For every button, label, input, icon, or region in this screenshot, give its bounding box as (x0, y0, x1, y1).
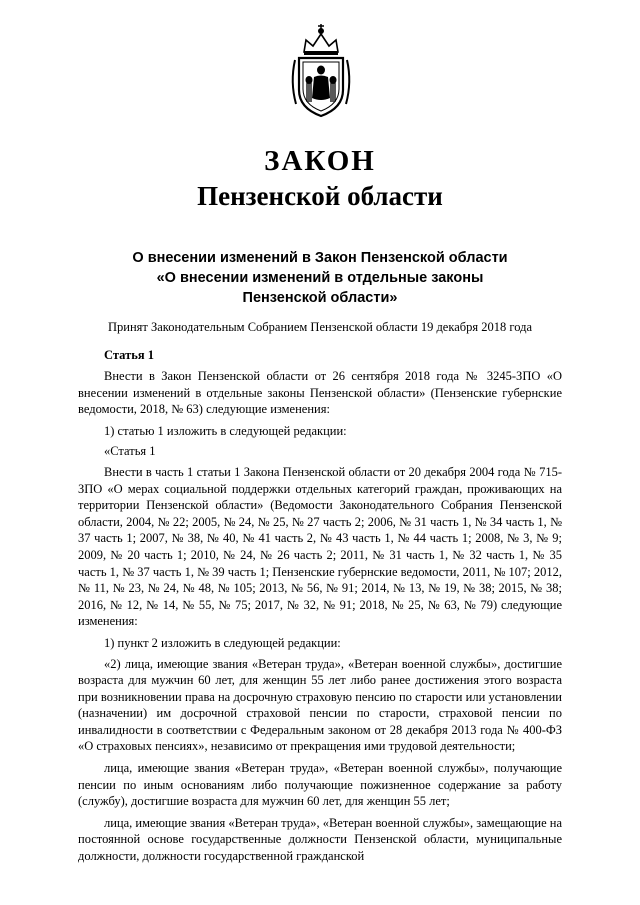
paragraph: лица, имеющие звания «Ветеран труда», «Ветеран военной службы», получающие пенсии по иным основаниям либо получающие пожизненное содержание за работу (службу), достигшие возраста для мужчин 60 лет, для женщин 55 лет; (78, 761, 562, 809)
paragraph: лица, имеющие звания «Ветеран труда», «Ветеран военной службы», замещающие на постоянной основе государственные должности Пензенской области, муниципальные должности, должности государственной гражданской (78, 815, 562, 864)
adoption-note: Принят Законодательным Собранием Пензенской области 19 декабря 2018 года (107, 320, 533, 334)
paragraph: 1) пункт 2 изложить в следующей редакции: (104, 635, 341, 650)
law-region: Пензенской области (197, 181, 443, 211)
coat-of-arms-icon (286, 22, 356, 120)
paragraph: «Статья 1 (104, 444, 156, 459)
law-subject-heading (80, 248, 560, 308)
paragraph: «2) лица, имеющие звания «Ветеран труда», «Ветеран военной службы», достигшие возраста для мужчин 60 лет, для женщин 55 лет либо ранее достижения этого возраста при возникновении права на досрочную страховую пенсию по старости или установлении (назначении) им досрочной страховой пенсии по старости, страховой пенсии по инвалидности в соответствии с Федеральным законом от 28 декабря 2013 года № 400-ФЗ «О страховых пенсиях», независимо от прекращения ими трудовой деятельности; (78, 656, 562, 754)
article-heading: Статья 1 (104, 348, 154, 362)
subject-line: О внесении изменений в Закон Пензенской области (132, 250, 508, 266)
subject-line: «О внесении изменений в отдельные законы (156, 270, 484, 286)
subject-line: Пензенской области» (242, 290, 398, 306)
paragraph: Внести в часть 1 статьи 1 Закона Пензенской области от 20 декабря 2004 года № 715-ЗПО «О мерах социальной поддержки отдельных категорий граждан, проживающих на территории Пензенской области» (Ведомости Законодательного Собрания Пензенской области, 2004, № 22; 2005, № 24, № 25, № 27 часть 2; 2006, № 31 часть 1, № 34 часть 1, № 37 часть 1; 2007, № 38, № 40, № 41 часть 2, № 43 часть 1, № 44 часть 1; 2008, № 3, № 9; 2009, № 20 часть 1; 2010, № 24, № 26 часть 2; 2011, № 31 часть 1, № 32 часть 1, № 35 часть 1, № 37 часть 1, № 39 часть 1; Пензенские губернские ведомости, 2011, № 107; 2012, № 11, № 23, № 24, № 48, № 105; 2013, № 56, № 91; 2014, № 13, № 19, № 38; 2015, № 38; 2016, № 12, № 14, № 55, № 75; 2017, № 32, № 91; 2018, № 25, № 63, № 79) следующие изменения: (78, 464, 562, 629)
article-body (78, 368, 562, 870)
paragraph: Внести в Закон Пензенской области от 26 сентября 2018 года № 3245-ЗПО «О внесении изменений в отдельные законы Пензенской области» (Пензенские губернские ведомости, 2018, № 63) следующие изменения: (78, 369, 562, 417)
law-title: ЗАКОН (264, 145, 376, 177)
coat-of-arms-emblem (286, 22, 356, 120)
paragraph: 1) статью 1 изложить в следующей редакции: (104, 423, 347, 438)
